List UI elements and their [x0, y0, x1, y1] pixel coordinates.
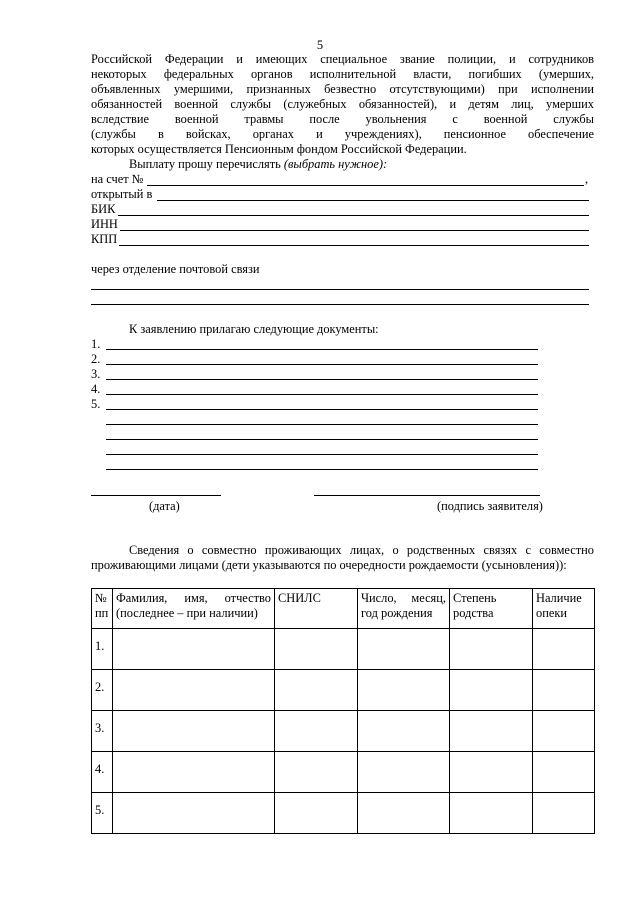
account-comma: , [585, 172, 589, 186]
attachment-number: 1. [91, 337, 101, 351]
page-number: 5 [316, 38, 324, 52]
cell-snils[interactable] [275, 752, 358, 793]
header-full-name: Фамилия, имя, отчество (последнее – при наличии) [113, 589, 275, 629]
signature-label: (подпись заявителя) [437, 499, 543, 513]
cell-relationship[interactable] [450, 793, 533, 834]
cell-birth-date[interactable] [358, 793, 450, 834]
payment-hint: (выбрать нужное): [283, 157, 388, 171]
header-row-number: № пп [92, 589, 113, 629]
cell-snils[interactable] [275, 629, 358, 670]
cell-guardianship[interactable] [533, 629, 595, 670]
bank-name-field[interactable] [157, 200, 589, 201]
intro-line: обязанностей военной службы (служебных обязанностей), и детям лиц, умерших [91, 97, 594, 111]
header-birth-date: Число, месяц, год рождения [358, 589, 450, 629]
post-office-field-line-2[interactable] [91, 304, 589, 305]
header-snils: СНИЛС [275, 589, 358, 629]
intro-line: некоторых федеральных органов исполнительной власти, погибших (умерших, [91, 67, 594, 81]
row-number: 4. [92, 752, 113, 793]
cell-snils[interactable] [275, 670, 358, 711]
table-header-row [92, 589, 595, 629]
attachments-title: К заявлению прилагаю следующие документы: [129, 322, 379, 336]
cell-snils[interactable] [275, 711, 358, 752]
bik-label: БИК [91, 202, 116, 216]
row-number: 1. [92, 629, 113, 670]
date-label: (дата) [149, 499, 180, 513]
kpp-label: КПП [91, 232, 118, 246]
payment-prompt-text: Выплату прошу перечислять [129, 157, 281, 171]
attachment-extra-line[interactable] [106, 424, 538, 425]
table-row [92, 752, 595, 793]
post-office-label: через отделение почтовой связи [91, 262, 260, 276]
cohabitants-table [91, 588, 595, 834]
intro-line: объявленных умершими, признанных безвестно отсутствующими) при исполнении [91, 82, 594, 96]
cell-full-name[interactable] [113, 670, 275, 711]
header-guardianship: Наличие опеки [533, 589, 595, 629]
signature-field[interactable] [314, 495, 540, 496]
account-label: на счет № [91, 172, 144, 186]
cell-full-name[interactable] [113, 629, 275, 670]
attachment-number: 4. [91, 382, 101, 396]
header-relationship: Степень родства [450, 589, 533, 629]
table-row [92, 629, 595, 670]
cell-relationship[interactable] [450, 670, 533, 711]
table-row [92, 670, 595, 711]
attachment-field[interactable] [106, 394, 538, 395]
bank-label: открытый в [91, 187, 153, 201]
cell-full-name[interactable] [113, 793, 275, 834]
row-number: 3. [92, 711, 113, 752]
attachment-number: 5. [91, 397, 101, 411]
row-number: 5. [92, 793, 113, 834]
attachment-field[interactable] [106, 409, 538, 410]
cell-relationship[interactable] [450, 711, 533, 752]
bik-field[interactable] [118, 215, 589, 216]
intro-line: Российской Федерации и имеющих специальное звание полиции, и сотрудников [91, 52, 594, 66]
cell-birth-date[interactable] [358, 752, 450, 793]
kpp-field[interactable] [119, 245, 589, 246]
cell-birth-date[interactable] [358, 711, 450, 752]
intro-line-last: которых осуществляется Пенсионным фондом Российской Федерации. [91, 142, 467, 156]
cell-birth-date[interactable] [358, 629, 450, 670]
table-row [92, 793, 595, 834]
post-office-field-line-1[interactable] [91, 289, 589, 290]
attachment-extra-line[interactable] [106, 469, 538, 470]
intro-line: (службы в войсках, органах и учреждениях), пенсионное обеспечение [91, 127, 594, 141]
cell-full-name[interactable] [113, 752, 275, 793]
cell-guardianship[interactable] [533, 752, 595, 793]
attachment-field[interactable] [106, 364, 538, 365]
attachment-extra-line[interactable] [106, 439, 538, 440]
cell-guardianship[interactable] [533, 711, 595, 752]
table-row [92, 711, 595, 752]
cell-snils[interactable] [275, 793, 358, 834]
inn-field[interactable] [120, 230, 589, 231]
attachment-extra-line[interactable] [106, 454, 538, 455]
cell-guardianship[interactable] [533, 793, 595, 834]
attachment-number: 3. [91, 367, 101, 381]
account-number-field[interactable] [147, 185, 584, 186]
cell-full-name[interactable] [113, 711, 275, 752]
inn-label: ИНН [91, 217, 118, 231]
row-number: 2. [92, 670, 113, 711]
intro-line: вследствие военной травмы после увольнения с военной службы [91, 112, 594, 126]
cell-relationship[interactable] [450, 752, 533, 793]
cell-guardianship[interactable] [533, 670, 595, 711]
cell-relationship[interactable] [450, 629, 533, 670]
cohabitants-intro-line: Сведения о совместно проживающих лицах, о родственных связях с совместно [129, 543, 594, 557]
payment-prompt [129, 157, 387, 172]
attachment-field[interactable] [106, 349, 538, 350]
cohabitants-intro-line: проживающими лицами (дети указываются по очередности рождаемости (усыновления)): [91, 558, 567, 572]
attachment-field[interactable] [106, 379, 538, 380]
date-field[interactable] [91, 495, 221, 496]
attachment-number: 2. [91, 352, 101, 366]
cell-birth-date[interactable] [358, 670, 450, 711]
